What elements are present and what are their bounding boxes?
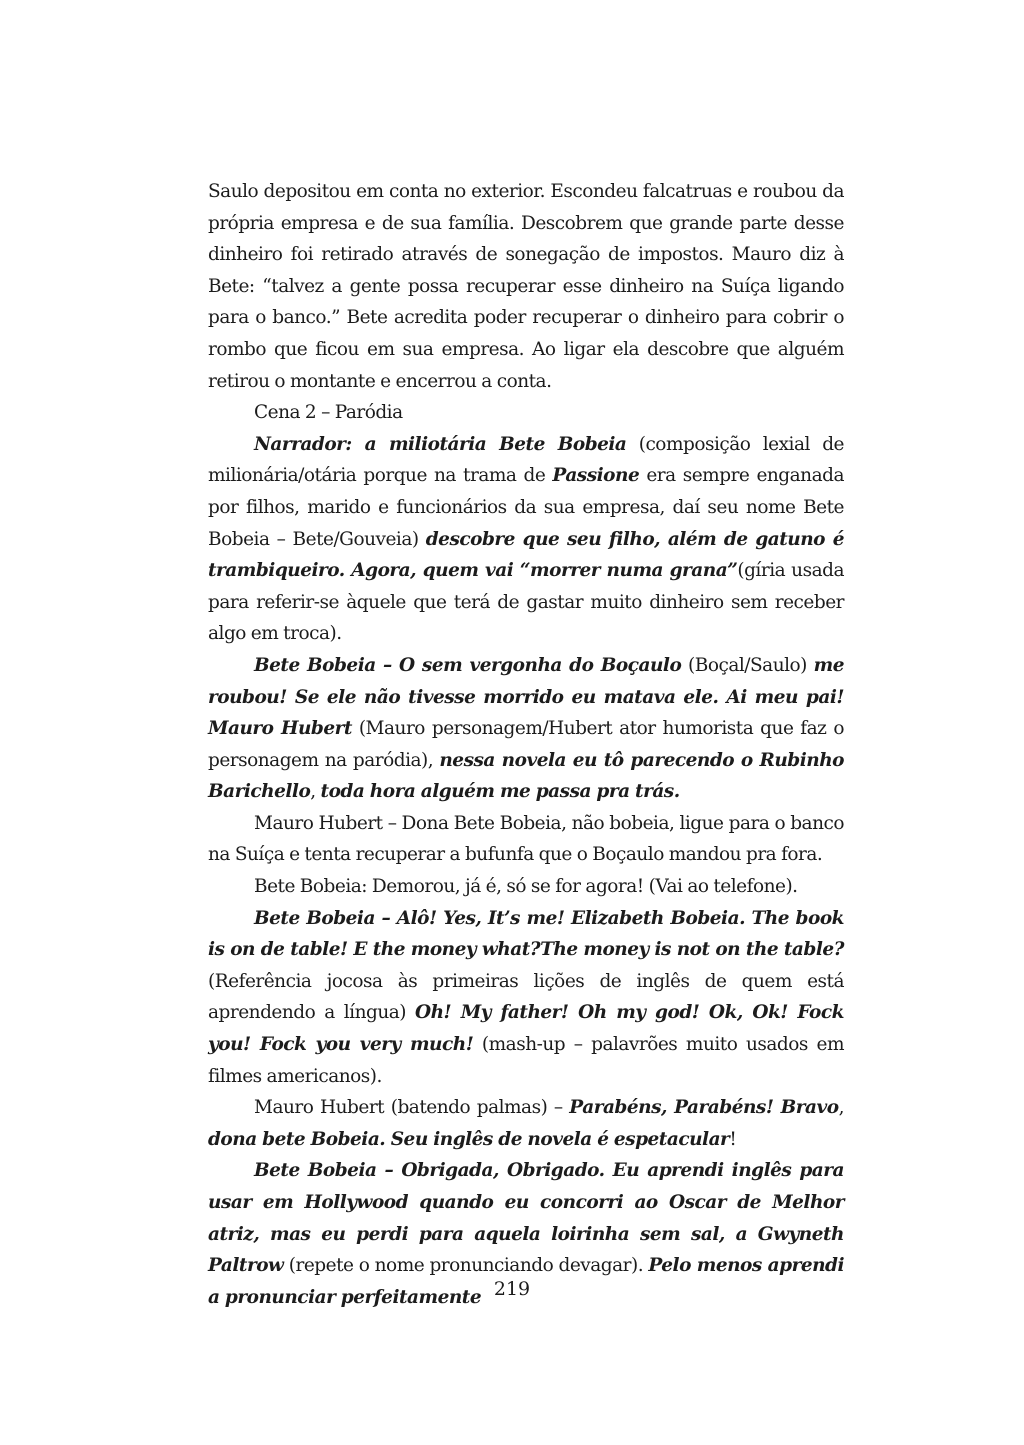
emphasized-span: me roubou! Se ele não tivesse morrido eu matava ele. Ai meu pai! Mauro Hubert [208,654,844,740]
text-span: (repete o nome pronunciando devagar). [283,1255,649,1277]
text-span: (composição lexial de milionária/otária porque na trama de [208,433,844,487]
emphasized-span: Narrador: a miliotária Bete Bobeia [254,433,627,455]
emphasized-span: Bete Bobeia – Obrigada, Obrigado. Eu aprendi inglês para usar em Hollywood quando eu concorri ao Oscar de Melhor atriz, mas eu perdi para aquela loirinha sem sal, a Gwyneth Paltrow [208,1160,844,1277]
text-span: Bete Bobeia: Demorou, já é, só se for agora! (Vai ao telefone). [254,876,798,898]
text-span: (gíria usada para referir-se àquele que terá de gastar muito dinheiro sem receber algo em troca). [208,560,844,645]
emphasized-span: nessa novela eu tô parecendo o Rubinho Barichello [208,749,844,803]
text-span: Cena 2 – Paródia [254,402,403,424]
paragraph-1 [208,176,844,397]
text-span: ! [729,1128,737,1150]
emphasized-span: Bete Bobeia – O sem vergonha do Boçaulo [254,654,682,676]
text-span: Saulo depositou em conta no exterior. Escondeu falcatruas e roubou da própria empresa e de sua família. Descobrem que grande parte desse dinheiro foi retirado através de sonegação de impostos. Mauro diz à Bete: “talvez a gente possa recuperar esse dinheiro na Suíça ligando para o banco.” Bete acredita poder recuperar o dinheiro para cobrir o rombo que ficou em sua empresa. Ao ligar ela descobre que alguém retirou o montante e encerrou a conta. [208,181,844,392]
paragraph-5 [208,808,844,871]
paragraph-6 [208,871,844,903]
emphasized-span: Parabéns, Parabéns! Bravo [569,1097,839,1119]
emphasized-span: Pelo menos aprendi a pronunciar perfeitamente [208,1255,844,1308]
text-span: (Referência jocosa às primeiras lições de inglês de quem está aprendendo a língua) [208,970,844,1024]
text-span: , [838,1097,844,1119]
emphasized-span: dona bete Bobeia. Seu inglês de novela é espetacular [208,1128,730,1150]
paragraph-8 [208,1092,844,1155]
emphasized-span: Oh! My father! Oh my god! Ok, Ok! Fock you! Fock you very much! [208,1002,844,1056]
text-span: , [310,781,321,803]
paragraph-3 [208,429,844,650]
paragraph-7 [208,903,844,1093]
text-span: era sempre enganada por filhos, marido e funcionários da sua empresa, daí seu nome Bete Bobeia – Bete/Gouveia) [208,465,845,550]
emphasized-span: toda hora alguém me passa pra trás. [320,781,680,803]
paragraph-2 [208,397,844,429]
text-span: (Boçal/Saulo) [681,654,814,676]
text-span: Mauro Hubert (batendo palmas) – [254,1097,570,1119]
body-text [208,176,844,1313]
text-span: (mash-up – palavrões muito usados em filmes americanos). [208,1034,844,1087]
text-span: (Mauro personagem/Hubert ator humorista que faz o personagem na paródia), [208,718,844,771]
page-number: 219 [493,1278,531,1300]
emphasized-span: Passione [552,465,640,487]
emphasized-span: descobre que seu filho, além de gatuno é trambiqueiro. Agora, quem vai “morrer numa grana” [208,528,845,582]
paragraph-4 [208,650,844,808]
emphasized-span: Bete Bobeia – Alô! Yes, It’s me! Elizabeth Bobeia. The book is on de table! E the money what?The money is not on the table? [208,907,844,961]
text-span: Mauro Hubert – Dona Bete Bobeia, não bobeia, ligue para o banco na Suíça e tenta recuperar a bufunfa que o Boçaulo mandou pra fora. [208,812,844,866]
